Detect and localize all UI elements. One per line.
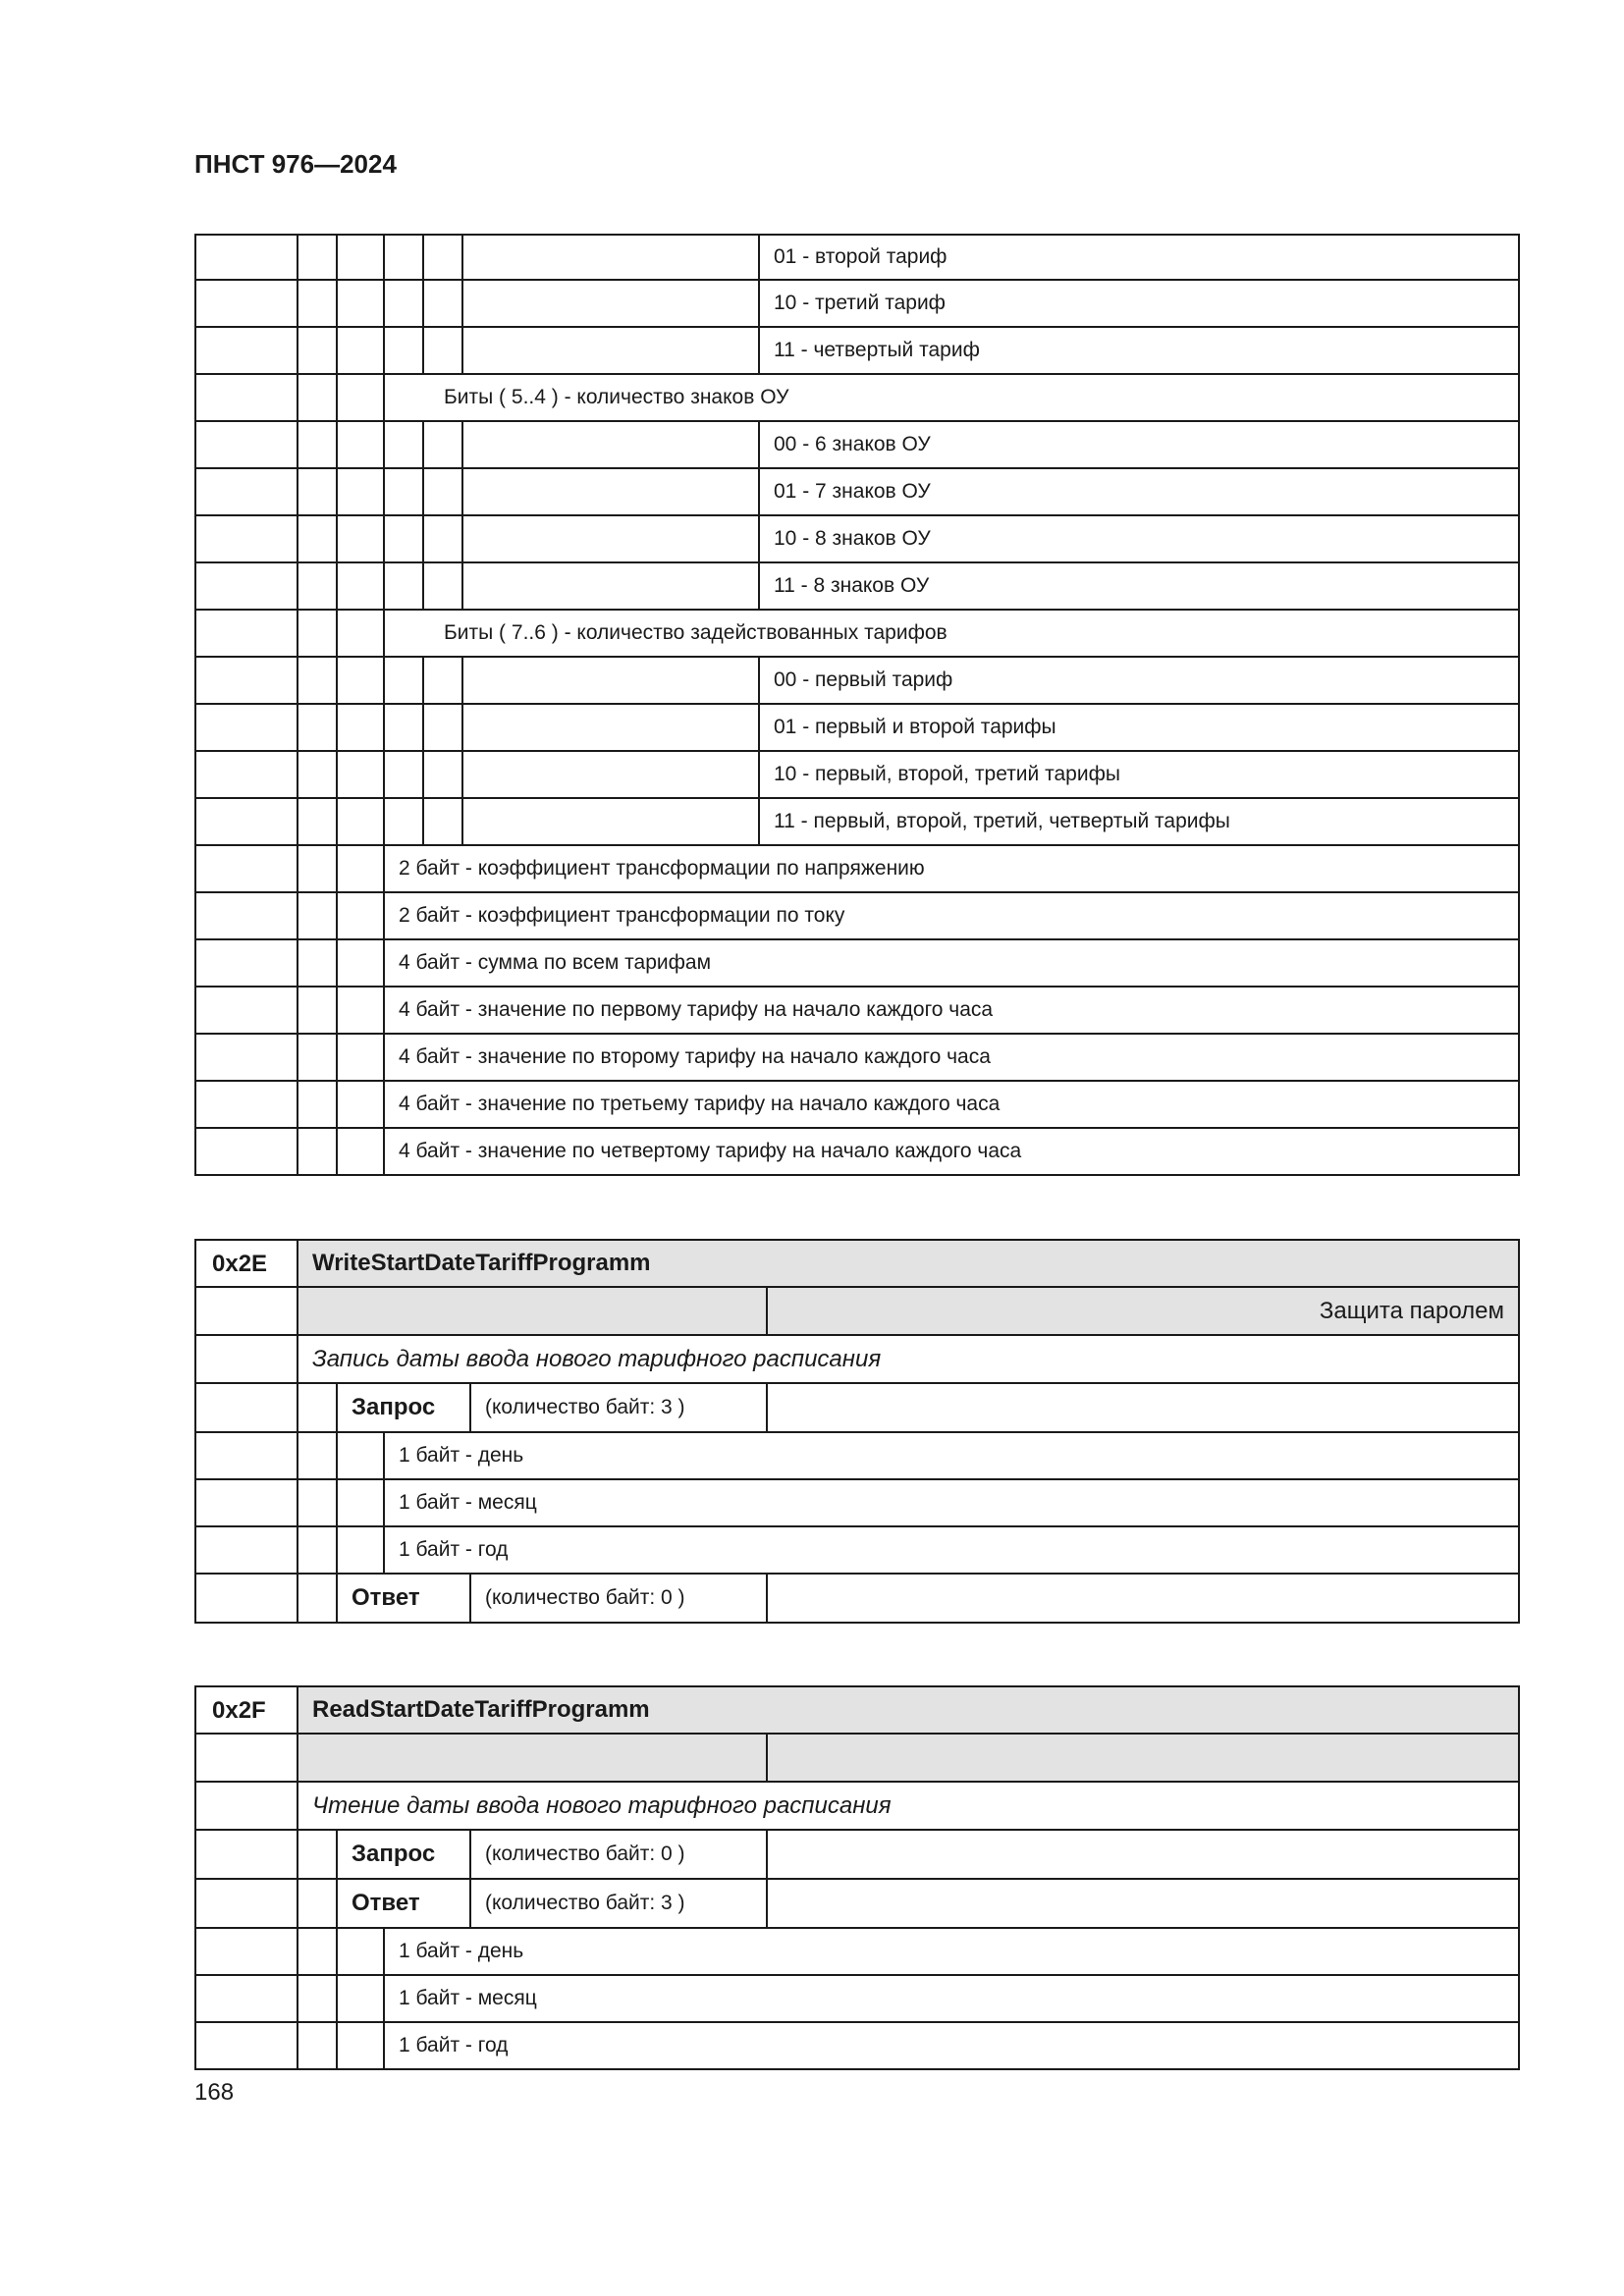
command-table-0x2f xyxy=(194,1685,1520,2070)
command-description: Чтение даты ввода нового тарифного расписания xyxy=(312,1791,892,1819)
row-text: 11 - 8 знаков ОУ xyxy=(774,574,930,597)
request-byte-count: (количество байт: 3 ) xyxy=(485,1396,685,1418)
command-table-0x2e xyxy=(194,1239,1520,1624)
description-row xyxy=(194,1783,1520,1831)
row-text: 01 - первый и второй тарифы xyxy=(774,716,1056,738)
value-row xyxy=(194,234,1520,281)
document-header: ПНСТ 976—2024 xyxy=(194,149,397,179)
value-row xyxy=(194,422,1520,469)
tariff-structure-table xyxy=(194,234,1520,1176)
value-row xyxy=(194,563,1520,611)
command-description: Запись даты ввода нового тарифного расписания xyxy=(312,1345,882,1372)
row-text: Биты ( 5..4 ) - количество знаков ОУ xyxy=(444,386,789,408)
request-byte-month: 1 байт - месяц xyxy=(399,1491,537,1514)
byte-row xyxy=(194,846,1520,893)
request-row xyxy=(194,1384,1520,1433)
page-number: 168 xyxy=(194,2079,235,2106)
row-text: 01 - 7 знаков ОУ xyxy=(774,480,931,503)
row-text: 4 байт - значение по первому тарифу на начало каждого часа xyxy=(399,998,994,1021)
response-byte-row xyxy=(194,2023,1520,2070)
value-row xyxy=(194,516,1520,563)
value-row xyxy=(194,799,1520,846)
response-label: Ответ xyxy=(352,1890,420,1916)
request-byte-row xyxy=(194,1433,1520,1480)
request-byte-row xyxy=(194,1527,1520,1575)
response-label: Ответ xyxy=(352,1584,420,1611)
response-row xyxy=(194,1880,1520,1929)
row-text: 4 байт - значение по третьему тарифу на начало каждого часа xyxy=(399,1093,1001,1115)
value-row xyxy=(194,705,1520,752)
description-row xyxy=(194,1336,1520,1384)
row-text: 2 байт - коэффициент трансформации по току xyxy=(399,904,845,927)
row-text: 4 байт - значение по четвертому тарифу на начало каждого часа xyxy=(399,1140,1022,1162)
row-text: 10 - 8 знаков ОУ xyxy=(774,527,931,550)
row-text: 2 байт - коэффициент трансформации по напряжению xyxy=(399,857,925,880)
command-header-row xyxy=(194,1239,1520,1288)
value-row xyxy=(194,469,1520,516)
bits-row xyxy=(194,375,1520,422)
bits-row xyxy=(194,611,1520,658)
response-byte-count: (количество байт: 0 ) xyxy=(485,1586,685,1609)
row-text: 10 - первый, второй, третий тарифы xyxy=(774,763,1120,785)
row-text: 11 - четвертый тариф xyxy=(774,339,980,361)
byte-row xyxy=(194,1035,1520,1082)
request-byte-row xyxy=(194,1480,1520,1527)
protection-row xyxy=(194,1733,1520,1783)
command-code: 0x2E xyxy=(212,1251,268,1277)
request-row xyxy=(194,1831,1520,1880)
command-name: ReadStartDateTariffProgramm xyxy=(312,1696,650,1723)
command-header-row xyxy=(194,1685,1520,1735)
row-text: 01 - второй тариф xyxy=(774,245,947,268)
command-name: WriteStartDateTariffProgramm xyxy=(312,1250,651,1276)
request-byte-day: 1 байт - день xyxy=(399,1444,524,1467)
row-text: 11 - первый, второй, третий, четвертый тарифы xyxy=(774,810,1230,832)
row-text: 4 байт - сумма по всем тарифам xyxy=(399,951,712,974)
value-row xyxy=(194,328,1520,375)
response-byte-row xyxy=(194,1929,1520,1976)
response-byte-row xyxy=(194,1976,1520,2023)
command-code: 0x2F xyxy=(212,1697,266,1724)
row-text: 00 - первый тариф xyxy=(774,668,953,691)
password-protection-label: Защита паролем xyxy=(1319,1297,1504,1324)
response-row xyxy=(194,1575,1520,1624)
byte-row xyxy=(194,940,1520,988)
protection-row xyxy=(194,1286,1520,1336)
value-row xyxy=(194,752,1520,799)
response-byte-year: 1 байт - год xyxy=(399,2034,509,2056)
row-text: 4 байт - значение по второму тарифу на начало каждого часа xyxy=(399,1045,991,1068)
response-byte-month: 1 байт - месяц xyxy=(399,1987,537,2009)
response-byte-count: (количество байт: 3 ) xyxy=(485,1892,685,1914)
byte-row xyxy=(194,893,1520,940)
byte-row xyxy=(194,1129,1520,1176)
request-label: Запрос xyxy=(352,1394,436,1420)
row-text: 00 - 6 знаков ОУ xyxy=(774,433,931,455)
byte-row xyxy=(194,1082,1520,1129)
value-row xyxy=(194,281,1520,328)
request-label: Запрос xyxy=(352,1841,436,1867)
request-byte-year: 1 байт - год xyxy=(399,1538,509,1561)
request-byte-count: (количество байт: 0 ) xyxy=(485,1842,685,1865)
value-row xyxy=(194,658,1520,705)
row-text: Биты ( 7..6 ) - количество задействованных тарифов xyxy=(444,621,947,644)
byte-row xyxy=(194,988,1520,1035)
response-byte-day: 1 байт - день xyxy=(399,1940,524,1962)
row-text: 10 - третий тариф xyxy=(774,292,946,314)
